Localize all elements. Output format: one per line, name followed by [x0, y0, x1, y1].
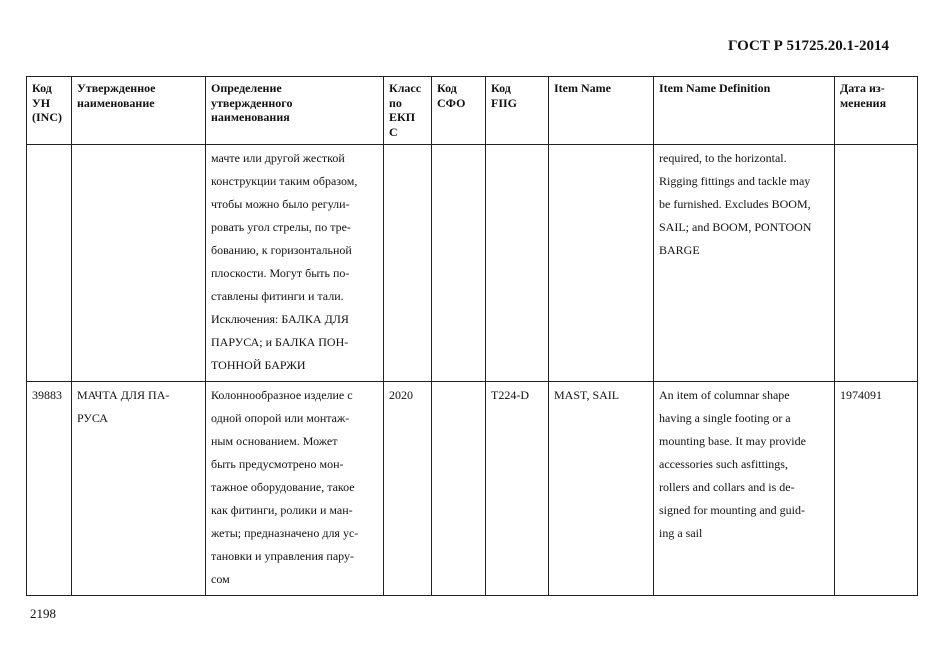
cell-change-date: 1974091 [835, 382, 918, 596]
header-item-name-definition: Item Name Definition [654, 77, 835, 145]
cell-class: 2020 [384, 382, 432, 596]
table-header-row [27, 77, 918, 145]
cell-item-name [549, 145, 654, 382]
document-standard-number: ГОСТ Р 51725.20.1-2014 [727, 38, 889, 54]
header-definition-ru: Определение утвержденного наименования [206, 77, 384, 145]
header-class: Класс по ЕКП С [384, 77, 432, 145]
cell-sfo [432, 145, 486, 382]
cell-approved-name [72, 145, 206, 382]
cell-sfo [432, 382, 486, 596]
cell-fiig [486, 145, 549, 382]
cell-definition-en: required, to the horizontal. Rigging fittings and tackle may be furnished. Excludes BOOM, SAIL; and BOOM, PONTOON BARGE [654, 145, 835, 382]
header-sfo: Код СФО [432, 77, 486, 145]
cell-item-name: MAST, SAIL [549, 382, 654, 596]
header-item-name: Item Name [549, 77, 654, 145]
cell-approved-name: МАЧТА ДЛЯ ПА- РУСА [72, 382, 206, 596]
table-row [27, 145, 918, 382]
cell-fiig: T224-D [486, 382, 549, 596]
cell-change-date [835, 145, 918, 382]
cell-definition-ru: мачте или другой жесткой конструкции таким образом, чтобы можно было регули- ровать угол стрелы, по тре- бованию, к горизонтальной плоскости. Могут быть по- ставлены фитинги и тали. Исключения: БАЛКА ДЛЯ ПАРУСА; и БАЛКА ПОН- ТОННОЙ БАРЖИ [206, 145, 384, 382]
cell-definition-ru: Колоннообразное изделие с одной опорой или монтаж- ным основанием. Может быть предусмотрено мон- тажное оборудование, такое как фитинги, ролики и ман- жеты; предназначено для ус- тановки и управления пару- сом [206, 382, 384, 596]
cell-definition-en: An item of columnar shape having a single footing or a mounting base. It may provide accessories such asfittings, rollers and collars and is de- signed for mounting and guid- ing a sail [654, 382, 835, 596]
cell-class [384, 145, 432, 382]
header-approved-name: Утвержденное наименование [72, 77, 206, 145]
page-number: 2198 [30, 606, 56, 621]
table-row [27, 382, 918, 596]
nomenclature-table [26, 76, 918, 596]
cell-inc [27, 145, 72, 382]
cell-inc: 39883 [27, 382, 72, 596]
header-inc: Код УН (INC) [27, 77, 72, 145]
header-fiig: Код FIIG [486, 77, 549, 145]
header-change-date: Дата из- менения [835, 77, 918, 145]
